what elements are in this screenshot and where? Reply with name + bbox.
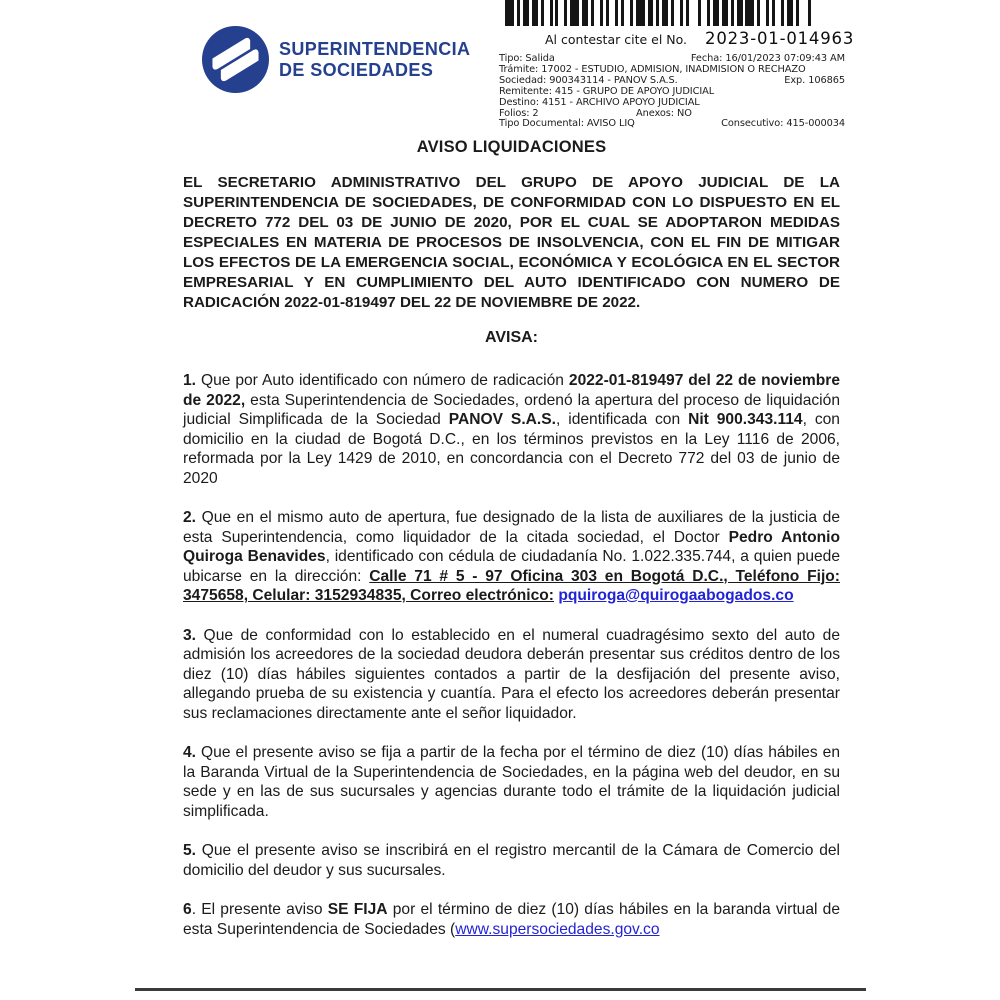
paragraph-6 <box>183 900 840 939</box>
text-segment: Pedro Antonio Quiroga Benavides <box>183 528 840 565</box>
barcode <box>505 0 811 26</box>
meta-fecha: Fecha: 16/01/2023 07:09:43 AM <box>690 53 845 64</box>
meta-folios: Folios: 2 <box>499 107 539 119</box>
paragraph-4 <box>183 743 840 821</box>
barcode-space <box>689 0 698 26</box>
meta-remitente: Remitente: 415 - GRUPO DE APOYO JUDICIAL <box>499 85 715 97</box>
text-segment: Que en el mismo auto de apertura, fue designado de la lista de auxiliares de la justicia de esta Superintendencia, como liquidador de la citada sociedad, el Doctor <box>183 509 840 546</box>
supersociedades-logo-icon <box>202 26 269 93</box>
text-segment: Nit 900.343.114 <box>688 411 803 428</box>
paragraph-2 <box>183 508 840 606</box>
text-segment: Que por Auto identificado con número de radicación <box>196 372 569 389</box>
text-segment: por el término de diez (10) días hábiles en la baranda virtual de esta Superintendencia de Sociedades ( <box>183 901 840 938</box>
barcode-bar <box>505 0 514 26</box>
text-segment: , identificada con <box>556 411 689 428</box>
meta-tramite: Trámite: 17002 - ESTUDIO, ADMISION, INADMISION O RECHAZO <box>499 63 806 75</box>
website-link[interactable]: www.supersociedades.gov.co <box>455 920 660 938</box>
text-segment: . El presente aviso <box>191 901 328 918</box>
meta-tipo-documental: Tipo Documental: AVISO LIQ <box>499 118 635 130</box>
text-segment: , identificado con cédula de ciudadanía No. 1.022.335.744, a quien puede ubicarse en la dirección: <box>183 548 841 585</box>
text-segment: Que el presente aviso se fija a partir de la fecha por el término de diez (10) días hábiles en la Baranda Virtual de la Superintendencia de Sociedades, en la página web del deudor, en su sede y en las de sus sucursales y agencias durante todo el trámite de la liquidación judicial simplificada. <box>183 744 840 820</box>
text-segment: 2022-01-819497 del 22 de noviembre de 2022, <box>183 372 840 409</box>
meta-sociedad: Sociedad: 900343114 - PANOV S.A.S. <box>499 74 678 86</box>
supersociedades-logo <box>202 26 470 93</box>
radicado-stamp <box>499 0 855 130</box>
cite-row <box>499 29 855 48</box>
logo-wordmark <box>279 39 470 81</box>
email-link[interactable]: pquiroga@quirogaabogados.co <box>558 587 794 604</box>
logo-line1: SUPERINTENDENCIA <box>279 38 471 59</box>
footer-divider <box>135 988 866 991</box>
text-segment: 2. <box>183 509 197 526</box>
paragraph-3 <box>183 626 840 724</box>
avisa-heading: AVISA: <box>484 329 539 346</box>
text-segment: Que de conformidad con lo establecido en el numeral cuadragésimo sexto del auto de admisión los acreedores de la sociedad deudora deberán presentar sus créditos dentro de los diez (10) días hábiles siguientes contados a partir de la desfijación del presente aviso, allegando prueba de su existencia y cuantía. Para el efecto los acreedores deberán presentar sus reclamaciones directamente ante el señor liquidador. <box>183 626 840 722</box>
text-segment: 3. <box>183 626 197 644</box>
document-body <box>183 138 840 939</box>
text-segment: SE FIJA <box>327 901 388 918</box>
meta-expediente: Exp. 106865 <box>784 74 845 86</box>
barcode-bar <box>636 0 645 26</box>
meta-row-tipo-documental <box>499 119 845 130</box>
text-segment: 5. <box>183 842 197 859</box>
cite-label: Al contestar cite el No. <box>545 32 688 47</box>
intro-paragraph: EL SECRETARIO ADMINISTRATIVO DEL GRUPO DE APOYO JUDICIAL DE LA SUPERINTENDENCIA DE SOCIEDADES, DE CONFORMIDAD CON LO DISPUESTO EN EL DECRETO 772 DEL 03 DE JUNIO DE 2020, POR EL CUAL SE ADOPTARON MEDIDAS ESPECIALES EN MATERIA DE PROCESOS DE INSOLVENCIA, CON EL FIN DE MITIGAR LOS EFECTOS DE LA EMERGENCIA SOCIAL, ECONÓMICA Y ECOLÓGICA EN EL SECTOR EMPRESARIAL Y EN CUMPLIMIENTO DEL AUTO IDENTIFICADO CON NUMERO DE RADICACIÓN 2022-01-819497 DEL 22 DE NOVIEMBRE DE 2022. <box>183 174 840 311</box>
text-segment: , con domicilio en la ciudad de Bogotá D.C., en los términos previstos en la Ley 1116 de 2006, reformada por la Ley 1429 de 2010, en concordancia con el Decreto 772 del 03 de junio de 2020 <box>183 411 840 487</box>
barcode-bar <box>808 0 811 26</box>
meta-tipo: Tipo: Salida <box>499 53 555 64</box>
barcode-bar <box>745 0 754 26</box>
text-segment: Que el presente aviso se inscribirá en el registro mercantil de la Cámara de Comercio del domicilio del deudor y sus sucursales. <box>183 842 840 879</box>
radicado-number: 2023-01-014963 <box>705 29 855 48</box>
page-title: AVISO LIQUIDACIONES <box>416 138 607 156</box>
meta-row-remitente <box>499 87 845 98</box>
text-segment: 1. <box>183 372 197 389</box>
text-segment: 4. <box>183 744 197 761</box>
stamp-metadata <box>499 54 845 130</box>
text-segment: PANOV S.A.S. <box>448 411 556 428</box>
meta-consecutivo: Consecutivo: 415-000034 <box>721 118 845 130</box>
meta-destino: Destino: 4151 - ARCHIVO APOYO JUDICIAL <box>499 96 700 108</box>
paragraph-1 <box>183 371 840 488</box>
text-segment: 6 <box>183 901 192 918</box>
logo-line2: DE SOCIEDADES <box>279 59 434 80</box>
meta-anexos: Anexos: NO <box>636 107 692 119</box>
paragraph-5 <box>183 841 840 880</box>
barcode-space <box>799 0 808 26</box>
meta-row-destino <box>499 98 845 109</box>
text-segment: esta Superintendencia de Sociedades, ordenó la apertura del proceso de liquidación judicial Simplificada de la Sociedad <box>183 391 840 428</box>
barcode-bar <box>570 0 579 26</box>
text-segment: Calle 71 # 5 - 97 Oficina 303 en Bogotá D.C., Teléfono Fijo: 3475658, Celular: 3152934835, Correo electrónico: <box>183 567 840 604</box>
